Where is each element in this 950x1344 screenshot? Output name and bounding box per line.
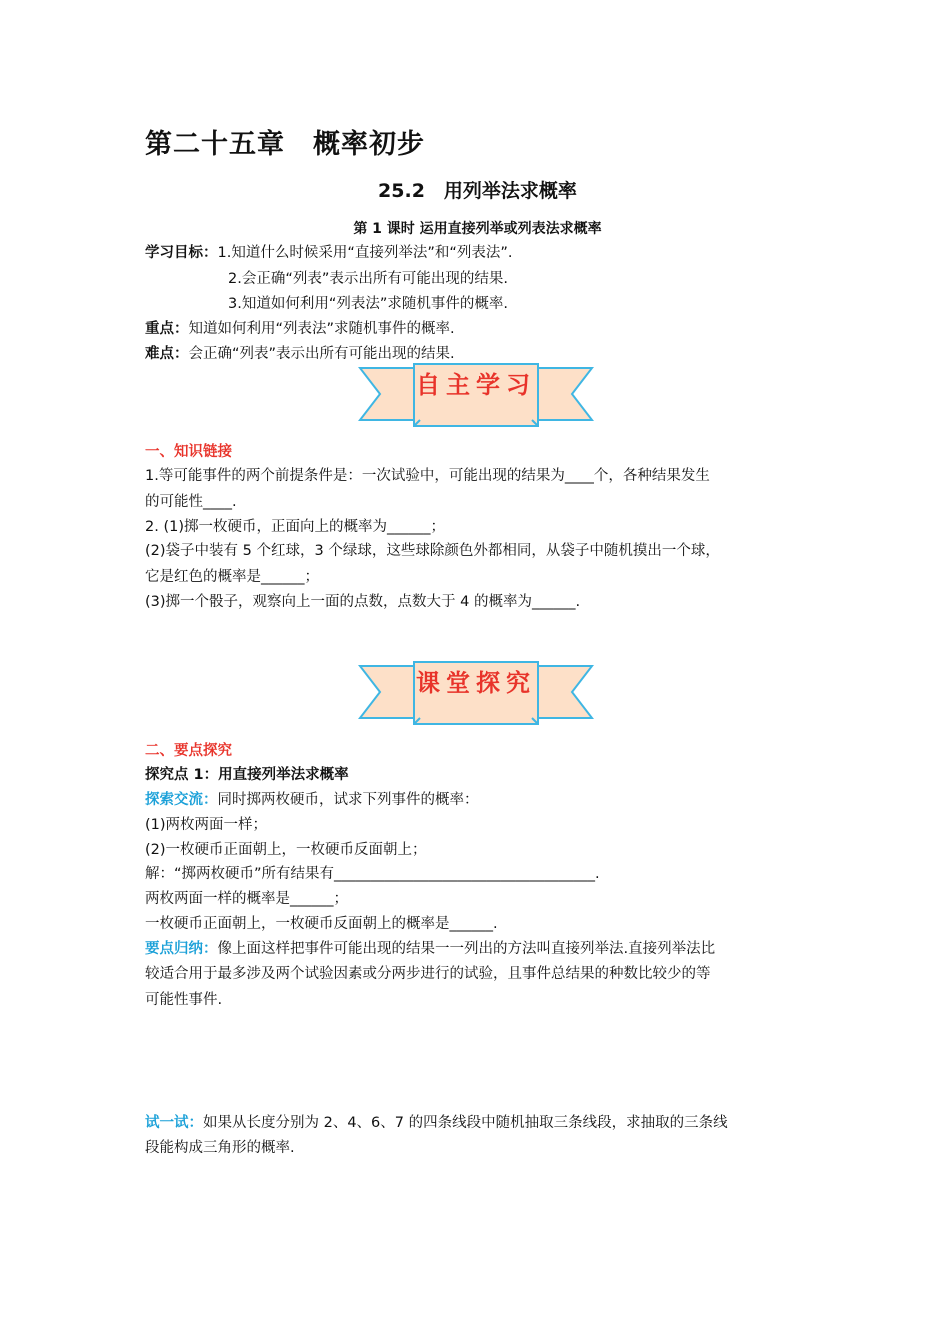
key-point-text: 知道如何利用“列表法”求随机事件的概率. [188, 321, 455, 337]
explore-text: 同时掷两枚硬币，试求下列事件的概率： [217, 792, 479, 808]
banner-self-study [358, 362, 594, 428]
part1-heading: 一、知识链接 [145, 444, 232, 460]
summary-row-1 [145, 939, 715, 959]
explore-row [145, 790, 479, 810]
part1-line-4: (2)袋子中装有 5 个红球，3 个绿球，这些球除颜色外都相同，从袋子中随机摸出一个球， [145, 543, 720, 559]
try-line-2: 段能构成三角形的概率. [145, 1140, 295, 1156]
summary-line-2: 较适合用于最多涉及两个试验因素或分两步进行的试验，且事件总结果的种数比较少的等 [145, 966, 711, 982]
try-row-1 [145, 1113, 728, 1133]
objective-item-3: 3.知道如何利用“列表法”求随机事件的概率. [228, 296, 508, 312]
part1-line-2: 的可能性____. [145, 494, 237, 510]
banner-class-explore [358, 660, 594, 726]
try-label: 试一试： [145, 1115, 203, 1131]
part2-subheading: 探究点 1：用直接列举法求概率 [145, 767, 349, 783]
banner-class-explore-text: 课堂探究 [416, 669, 536, 697]
difficulty-label: 难点： [145, 346, 189, 362]
difficulty [145, 344, 455, 364]
summary-label: 要点归纳： [145, 941, 218, 957]
part2-line-3: 解：“掷两枚硬币”所有结果有____________________________________. [145, 866, 600, 882]
part1-line-3: 2. (1)掷一枚硬币，正面向上的概率为______； [145, 519, 445, 535]
summary-line-3: 可能性事件. [145, 992, 223, 1008]
objective-item-1: 1.知道什么时候采用“直接列举法”和“列表法”. [217, 245, 513, 261]
part2-line-1: (1)两枚两面一样； [145, 817, 268, 833]
part2-line-5: 一枚硬币正面朝上，一枚硬币反面朝上的概率是______. [145, 916, 498, 932]
key-point-label: 重点： [145, 321, 189, 337]
objective-item-2: 2.会正确“列表”表示出所有可能出现的结果. [228, 271, 508, 287]
summary-line-1: 像上面这样把事件可能出现的结果一一列出的方法叫直接列举法.直接列举法比 [217, 941, 716, 957]
key-point [145, 319, 455, 339]
try-line-1: 如果从长度分别为 2、4、6、7 的四条线段中随机抽取三条线段，求抽取的三条线 [203, 1115, 728, 1131]
explore-label: 探索交流： [145, 792, 218, 808]
part1-line-6: (3)掷一个骰子，观察向上一面的点数，点数大于 4 的概率为______. [145, 594, 581, 610]
part2-heading: 二、要点探究 [145, 743, 232, 759]
section-title: 25.2 用列举法求概率 [378, 180, 577, 202]
part1-line-5: 它是红色的概率是______； [145, 569, 319, 585]
part1-line-1: 1.等可能事件的两个前提条件是：一次试验中，可能出现的结果为____个，各种结果发生 [145, 468, 710, 484]
part2-line-2: (2)一枚硬币正面朝上，一枚硬币反面朝上； [145, 842, 427, 858]
banner-self-study-text: 自主学习 [416, 371, 536, 399]
chapter-title: 第二十五章 概率初步 [145, 129, 425, 160]
objectives-row-1 [145, 243, 513, 263]
difficulty-text: 会正确“列表”表示出所有可能出现的结果. [188, 346, 455, 362]
objectives-label: 学习目标： [145, 245, 218, 261]
lesson-title: 第 1 课时 运用直接列举或列表法求概率 [353, 221, 602, 237]
part2-line-4: 两枚两面一样的概率是______； [145, 891, 348, 907]
